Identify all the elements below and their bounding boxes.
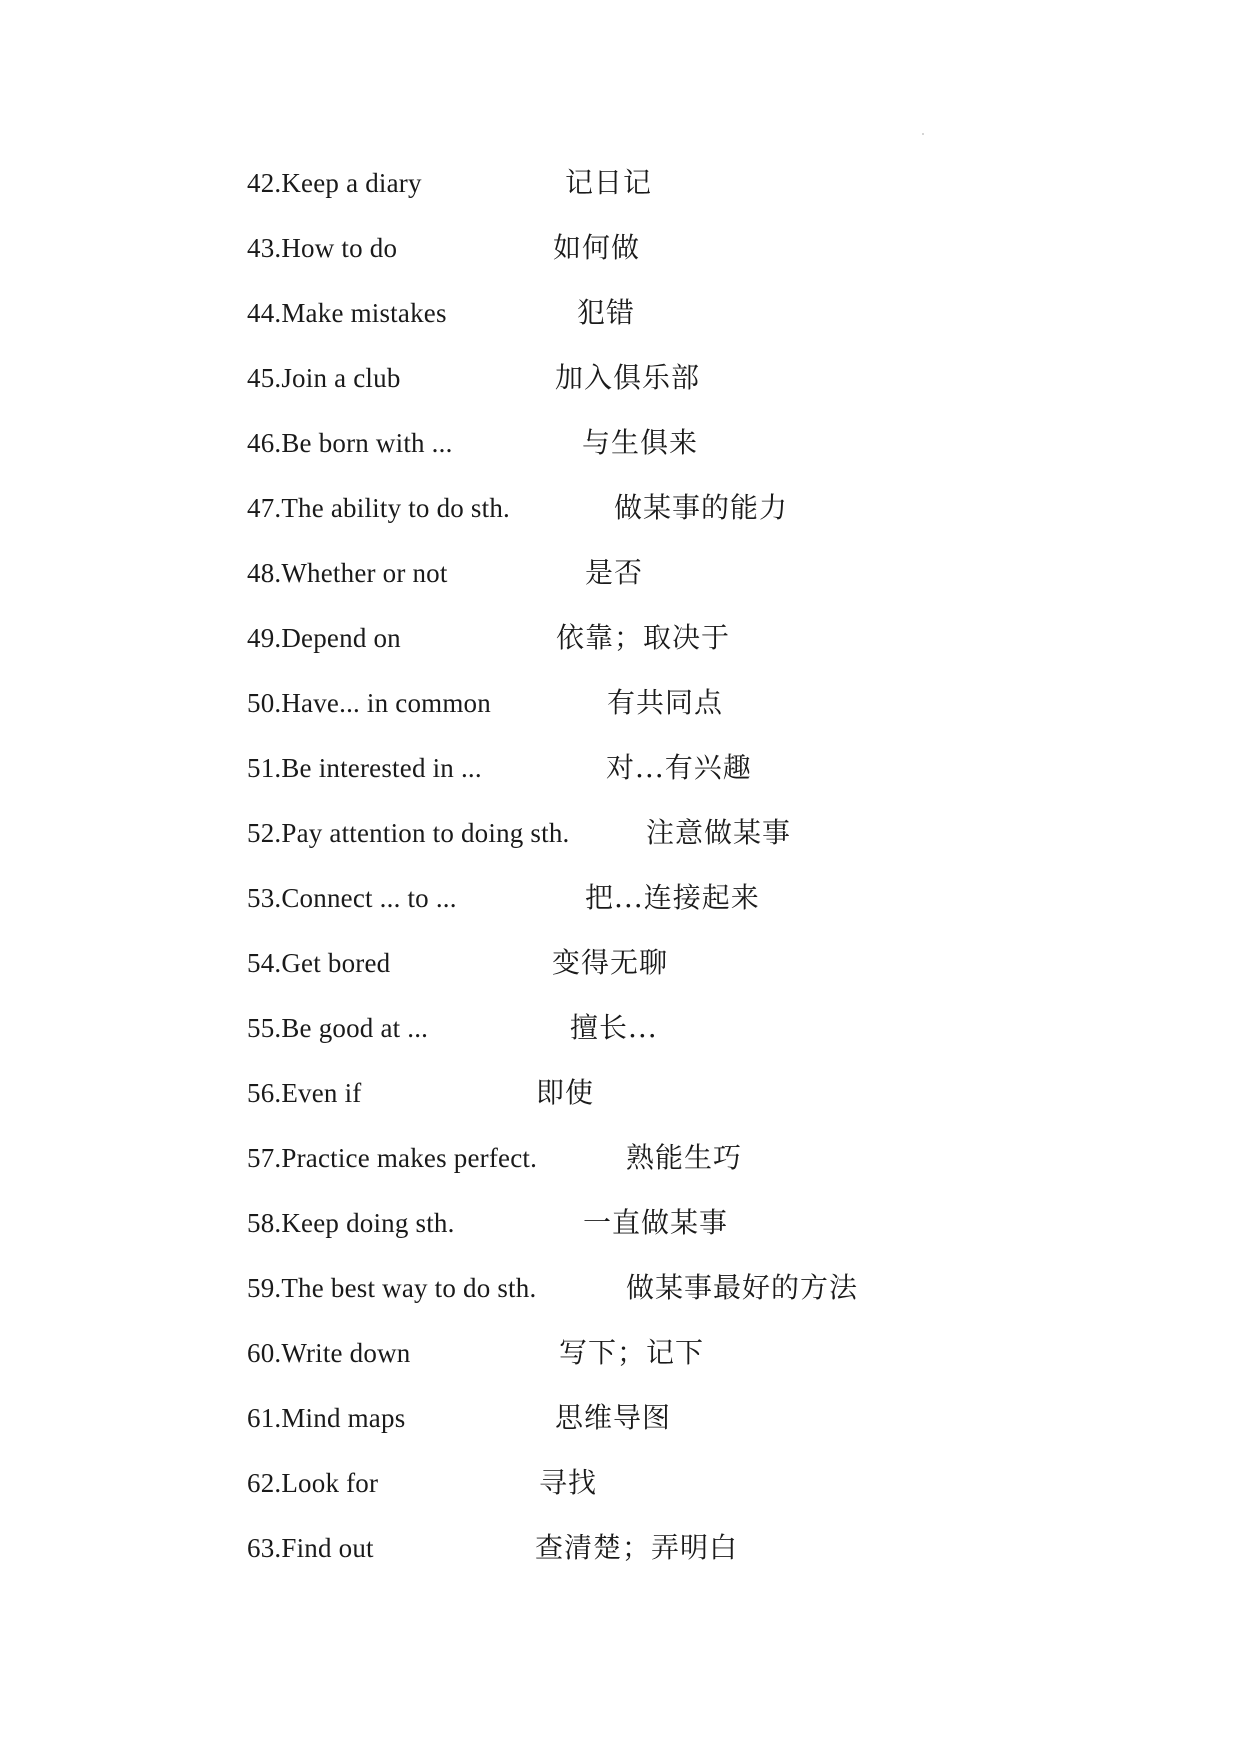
phrase-english: 48.Whether or not bbox=[247, 558, 448, 588]
phrase-chinese: 思维导图 bbox=[555, 1401, 672, 1434]
phrase-chinese: 注意做某事 bbox=[646, 816, 792, 849]
phrase-chinese: 一直做某事 bbox=[583, 1206, 729, 1239]
phrase-row bbox=[0, 488, 1241, 528]
phrase-chinese: 熟能生巧 bbox=[626, 1141, 743, 1174]
phrase-english: 61.Mind maps bbox=[247, 1403, 406, 1433]
phrase-english: 57.Practice makes perfect. bbox=[247, 1143, 538, 1173]
phrase-row bbox=[0, 163, 1241, 203]
phrase-chinese: 做某事最好的方法 bbox=[626, 1271, 859, 1304]
phrase-row bbox=[0, 1268, 1241, 1308]
phrase-english: 43.How to do bbox=[247, 233, 398, 263]
phrase-chinese: 与生俱来 bbox=[582, 426, 699, 459]
phrase-chinese: 做某事的能力 bbox=[614, 491, 789, 524]
phrase-row bbox=[0, 228, 1241, 268]
phrase-chinese: 擅长... bbox=[570, 1011, 658, 1044]
phrase-row bbox=[0, 813, 1241, 853]
phrase-english: 49.Depend on bbox=[247, 623, 401, 653]
phrase-chinese: 犯错 bbox=[577, 296, 636, 329]
phrase-english: 53.Connect ... to ... bbox=[247, 883, 457, 913]
phrase-row bbox=[0, 1138, 1241, 1178]
phrase-row bbox=[0, 1528, 1241, 1568]
phrase-row bbox=[0, 618, 1241, 658]
phrase-english: 50.Have... in common bbox=[247, 688, 491, 718]
phrase-english: 47.The ability to do sth. bbox=[247, 493, 510, 523]
phrase-chinese: 有共同点 bbox=[607, 686, 724, 719]
phrase-row bbox=[0, 293, 1241, 333]
phrase-chinese: 依靠；取决于 bbox=[556, 621, 731, 654]
phrase-chinese: 变得无聊 bbox=[552, 946, 669, 979]
phrase-chinese: 写下；记下 bbox=[559, 1336, 705, 1369]
phrase-chinese: 寻找 bbox=[539, 1466, 598, 1499]
phrase-english: 42.Keep a diary bbox=[247, 168, 422, 198]
phrase-chinese: 是否 bbox=[585, 556, 644, 589]
phrase-english: 51.Be interested in ... bbox=[247, 753, 482, 783]
phrase-english: 58.Keep doing sth. bbox=[247, 1208, 455, 1238]
phrase-chinese: 即使 bbox=[536, 1076, 595, 1109]
phrase-english: 52.Pay attention to doing sth. bbox=[247, 818, 570, 848]
phrase-chinese: 查清楚；弄明白 bbox=[535, 1531, 739, 1564]
phrase-row bbox=[0, 358, 1241, 398]
phrase-chinese: 把...连接起来 bbox=[585, 881, 760, 914]
phrase-english: 54.Get bored bbox=[247, 948, 391, 978]
phrase-english: 46.Be born with ... bbox=[247, 428, 453, 458]
phrase-chinese: 对...有兴趣 bbox=[606, 751, 752, 784]
phrase-row bbox=[0, 748, 1241, 788]
phrase-row bbox=[0, 1398, 1241, 1438]
phrase-english: 60.Write down bbox=[247, 1338, 411, 1368]
phrase-row bbox=[0, 683, 1241, 723]
phrase-english: 63.Find out bbox=[247, 1533, 374, 1563]
phrase-chinese: 如何做 bbox=[553, 231, 641, 264]
phrase-chinese: 加入俱乐部 bbox=[555, 361, 701, 394]
phrase-row bbox=[0, 553, 1241, 593]
phrase-row bbox=[0, 423, 1241, 463]
phrase-english: 44.Make mistakes bbox=[247, 298, 447, 328]
page-dot-mark bbox=[922, 133, 924, 135]
phrase-english: 59.The best way to do sth. bbox=[247, 1273, 537, 1303]
phrase-row bbox=[0, 1203, 1241, 1243]
phrase-english: 55.Be good at ... bbox=[247, 1013, 429, 1043]
phrase-chinese: 记日记 bbox=[565, 166, 653, 199]
phrase-english: 62.Look for bbox=[247, 1468, 379, 1498]
phrase-row bbox=[0, 1463, 1241, 1503]
phrase-row bbox=[0, 1333, 1241, 1373]
phrase-english: 45.Join a club bbox=[247, 363, 401, 393]
phrase-english: 56.Even if bbox=[247, 1078, 362, 1108]
phrase-row bbox=[0, 1073, 1241, 1113]
phrase-row bbox=[0, 943, 1241, 983]
phrase-row bbox=[0, 1008, 1241, 1048]
phrase-row bbox=[0, 878, 1241, 918]
